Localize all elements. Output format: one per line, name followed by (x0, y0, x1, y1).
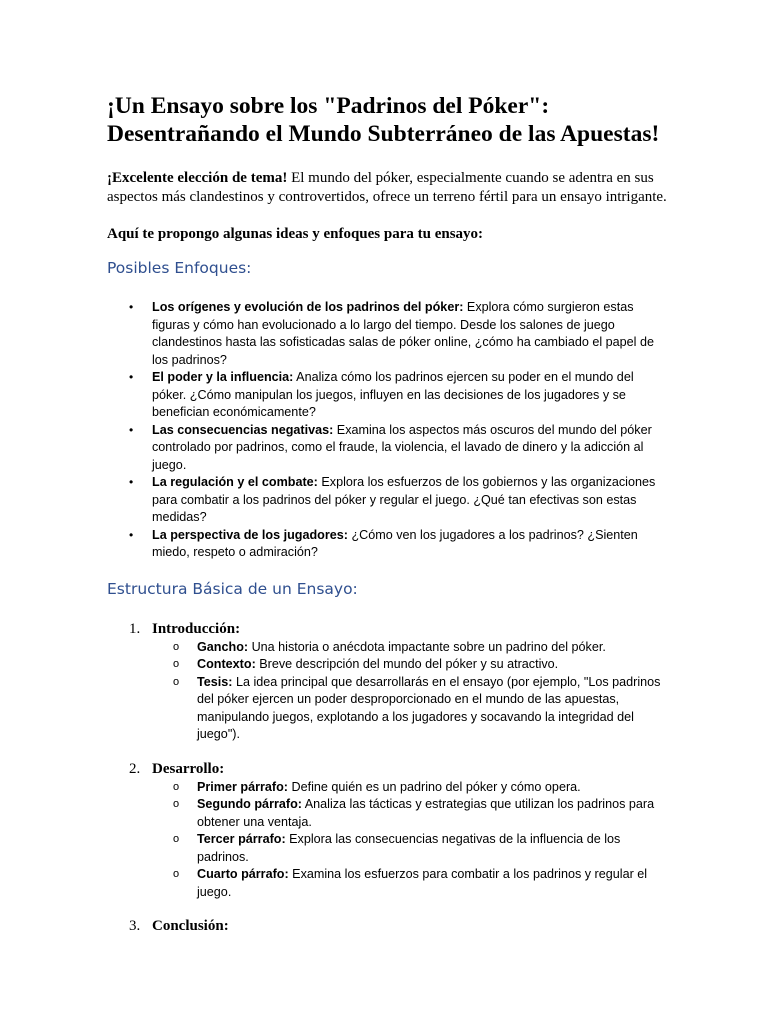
circle-bullet-icon: o (173, 640, 180, 653)
step-title: Introducción: (152, 620, 241, 637)
list-item-label: Las consecuencias negativas: (152, 422, 334, 437)
list-item (107, 422, 668, 475)
sublist-item (107, 796, 668, 831)
step-sublist (107, 779, 668, 902)
title-line-1: ¡Un Ensayo sobre los "Padrinos del Póker": (107, 93, 550, 119)
step-number: 3. (129, 918, 141, 934)
list-item (107, 369, 668, 422)
list-item-text: Explora cómo surgieron estas figuras y cómo han evolucionado a lo largo del tiempo. Desde los salones de juego clandestinos hasta las sofisticadas salas de póker online, ¿cómo ha cambiado el papel de los padrinos? (152, 300, 654, 367)
step-title: Conclusión: (152, 918, 229, 934)
step-heading (107, 917, 668, 936)
circle-bullet-icon: o (173, 798, 180, 810)
list-item-label: La perspectiva de los jugadores: (152, 527, 348, 542)
sublist-item-text: Explora las consecuencias negativas de la influencia de los padrinos. (197, 832, 621, 864)
enfoques-list (107, 299, 668, 562)
intro-bold: ¡Excelente elección de tema! (107, 170, 288, 186)
bullet-icon: • (129, 300, 134, 314)
list-item-text: Explora los esfuerzos de los gobiernos y las organizaciones para combatir a los padrinos del póker y regular el juego. ¿Qué tan efectivas son estas medidas? (152, 475, 656, 524)
bullet-icon: • (129, 527, 134, 542)
list-item-label: Los orígenes y evolución de los padrinos del póker: (152, 300, 464, 314)
sublist-item-text: Define quién es un padrino del póker y cómo opera. (288, 779, 581, 794)
sublist-item (107, 674, 668, 744)
step-sublist (107, 639, 668, 744)
sublist-item-label: Tesis: (197, 674, 233, 689)
sublist-item-label: Tercer párrafo: (197, 832, 286, 846)
circle-bullet-icon: o (173, 780, 180, 793)
bullet-icon: • (129, 475, 134, 489)
sublist-item-text: Analiza las tácticas y estrategias que utilizan los padrinos para obtener una ventaja. (197, 797, 655, 829)
intro-text: El mundo del póker, especialmente cuando se adentra en sus aspectos más clandestinos y controvertidos, ofrece un terreno fértil para un ensayo intrigante. (107, 170, 667, 205)
section-heading-enfoques: Posibles Enfoques: (107, 259, 252, 277)
sublist-item-text: La idea principal que desarrollarás en el ensayo (por ejemplo, "Los padrinos del póker ejercen un poder desproporcionado en el mundo de las apuestas, manipulando juegos, explotando a los jugadores y socavando la integridad del juego"). (197, 674, 661, 741)
estructura-list (107, 620, 668, 937)
step-heading (107, 620, 668, 639)
sublist-item-text: Una historia o anécdota impactante sobre un padrino del póker. (248, 639, 606, 654)
step-number: 1. (129, 620, 141, 637)
bullet-icon: • (129, 422, 134, 437)
sublist-item (107, 656, 668, 674)
document-title (107, 92, 668, 148)
step-number: 2. (129, 760, 141, 777)
structure-step (107, 917, 668, 936)
circle-bullet-icon: o (173, 658, 180, 670)
circle-bullet-icon: o (173, 675, 180, 688)
list-item-label: El poder y la influencia: (152, 370, 294, 384)
section-heading-estructura: Estructura Básica de un Ensayo: (107, 579, 358, 598)
sublist-item-label: Segundo párrafo: (197, 797, 302, 811)
list-item (107, 299, 668, 369)
sublist-item-label: Primer párrafo: (197, 779, 288, 794)
list-item-text: ¿Cómo ven los jugadores a los padrinos? ¿Sienten miedo, respeto o admiración? (152, 527, 638, 559)
sublist-item (107, 866, 668, 901)
sublist-item-text: Examina los esfuerzos para combatir a los padrinos y regular el juego. (197, 867, 648, 899)
sublist-item-label: Contexto: (197, 657, 256, 671)
sublist-item-label: Cuarto párrafo: (197, 867, 289, 881)
step-heading (107, 760, 668, 779)
circle-bullet-icon: o (173, 868, 180, 880)
list-item-label: La regulación y el combate: (152, 475, 318, 489)
sublist-item-label: Gancho: (197, 639, 249, 654)
sublist-item (107, 639, 668, 657)
sublist-item-text: Breve descripción del mundo del póker y su atractivo. (255, 657, 559, 671)
list-item-text: Examina los aspectos más oscuros del mundo del póker controlado por padrinos, como el fraude, la violencia, el lavado de dinero y la adicción al juego. (152, 422, 652, 472)
intro-paragraph (107, 169, 667, 207)
list-item (107, 527, 668, 562)
circle-bullet-icon: o (173, 833, 180, 845)
title-line-2: Desentrañando el Mundo Subterráneo de las Apuestas! (107, 121, 660, 147)
step-title: Desarrollo: (152, 760, 225, 777)
sublist-item (107, 779, 668, 797)
bullet-icon: • (129, 370, 134, 384)
lead-paragraph: Aquí te propongo algunas ideas y enfoques para tu ensayo: (107, 226, 484, 242)
structure-step (107, 760, 668, 902)
list-item (107, 474, 668, 527)
list-item-text: Analiza cómo los padrinos ejercen su poder en el mundo del póker. ¿Cómo manipulan los juegos, influyen en las decisiones de los jugadores y se benefician económicamente? (152, 370, 634, 419)
structure-step (107, 620, 668, 744)
sublist-item (107, 831, 668, 866)
